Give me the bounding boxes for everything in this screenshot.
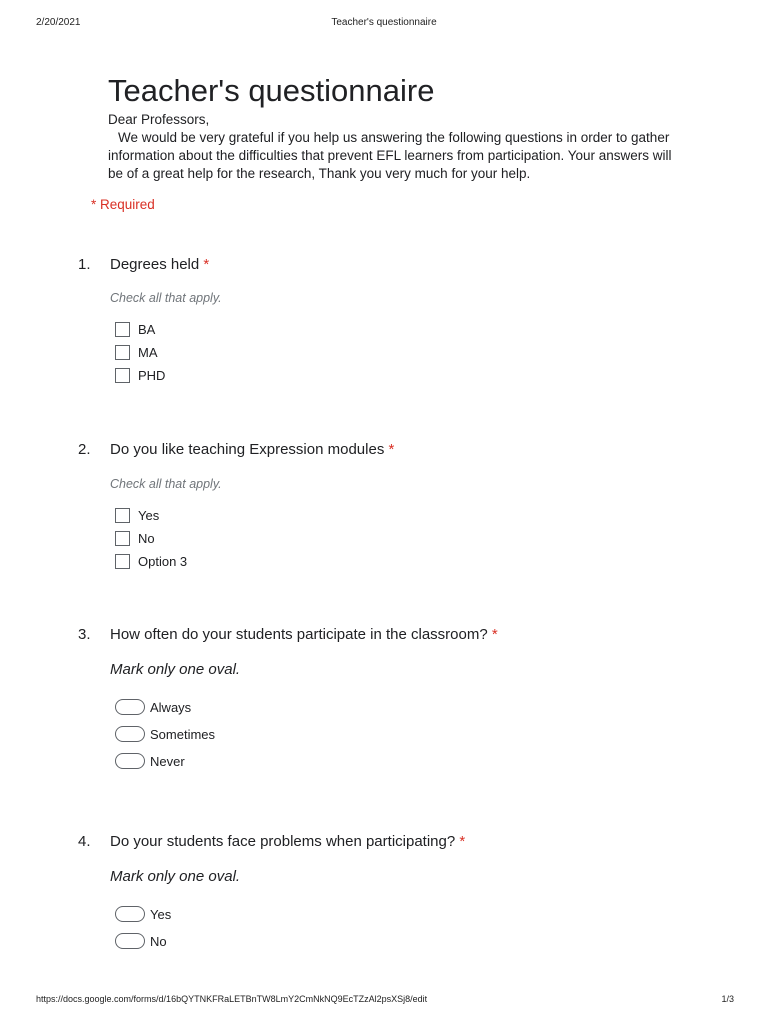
- checkbox-option-3[interactable]: [115, 551, 187, 571]
- required-asterisk: *: [388, 441, 395, 458]
- option-label: No: [138, 530, 155, 546]
- radio-oval[interactable]: [115, 933, 145, 949]
- option-label: Sometimes: [150, 726, 216, 742]
- option-label: Option 3: [138, 553, 188, 569]
- option-label: Never: [150, 753, 185, 769]
- question-text: [110, 626, 498, 643]
- checkbox[interactable]: [115, 531, 130, 546]
- radio-oval[interactable]: [115, 906, 145, 922]
- checkbox-option-phd[interactable]: [115, 365, 165, 385]
- oval-option-yes[interactable]: [115, 904, 171, 924]
- question-hint: Mark only one oval.: [110, 661, 241, 678]
- question-label: Do you like teaching Expression modules: [110, 441, 385, 458]
- radio-oval[interactable]: [115, 699, 145, 715]
- description-greeting: Dear Professors,: [108, 112, 210, 127]
- option-label: BA: [138, 321, 156, 337]
- checkbox-option-yes[interactable]: [115, 505, 159, 525]
- checkbox[interactable]: [115, 554, 130, 569]
- option-label: PHD: [138, 367, 166, 383]
- page-number: 1/3: [721, 994, 734, 1004]
- question-number: 2.: [78, 441, 91, 458]
- question-text: [110, 441, 394, 458]
- print-url: https://docs.google.com/forms/d/16bQYTNKFRaLETBnTW8LmY2CmNkNQ9EcTZzAl2psXSj8/edit: [36, 994, 428, 1004]
- checkbox[interactable]: [115, 508, 130, 523]
- required-note: * Required: [91, 197, 155, 212]
- description-body: We would be very grateful if you help us answering the following questions in order to gather information about the difficulties that prevent EFL learners from participation. Your answers will be of a great help for the research, Thank you very much for your help.: [108, 130, 672, 181]
- question-label: Do your students face problems when participating?: [110, 833, 456, 850]
- form-title: Teacher's questionnaire: [108, 73, 435, 108]
- print-header: [0, 17, 768, 31]
- question-hint: Check all that apply.: [110, 291, 222, 305]
- question-text: [110, 833, 465, 850]
- question-hint: Check all that apply.: [110, 477, 222, 491]
- radio-oval[interactable]: [115, 726, 145, 742]
- checkbox[interactable]: [115, 345, 130, 360]
- question-label: Degrees held: [110, 256, 200, 273]
- print-date: 2/20/2021: [36, 17, 81, 28]
- question-number: 1.: [78, 256, 91, 273]
- checkbox[interactable]: [115, 368, 130, 383]
- checkbox-option-ba[interactable]: [115, 319, 155, 339]
- option-label: Yes: [150, 906, 172, 922]
- oval-option-never[interactable]: [115, 751, 185, 771]
- print-title: Teacher's questionnaire: [331, 17, 437, 28]
- required-asterisk: *: [203, 256, 210, 273]
- option-label: No: [150, 933, 167, 949]
- checkbox-option-ma[interactable]: [115, 342, 158, 362]
- checkbox[interactable]: [115, 322, 130, 337]
- oval-option-no[interactable]: [115, 931, 167, 951]
- required-asterisk: *: [459, 833, 466, 850]
- checkbox-option-no[interactable]: [115, 528, 155, 548]
- option-label: Always: [150, 699, 192, 715]
- question-number: 3.: [78, 626, 91, 643]
- option-label: MA: [138, 344, 158, 360]
- oval-option-sometimes[interactable]: [115, 724, 215, 744]
- question-number: 4.: [78, 833, 91, 850]
- question-hint: Mark only one oval.: [110, 868, 241, 885]
- option-label: Yes: [138, 507, 160, 523]
- oval-option-always[interactable]: [115, 697, 191, 717]
- question-text: [110, 256, 209, 273]
- question-label: How often do your students participate in the classroom?: [110, 626, 488, 643]
- form-description: [108, 111, 688, 183]
- required-asterisk: *: [491, 626, 498, 643]
- radio-oval[interactable]: [115, 753, 145, 769]
